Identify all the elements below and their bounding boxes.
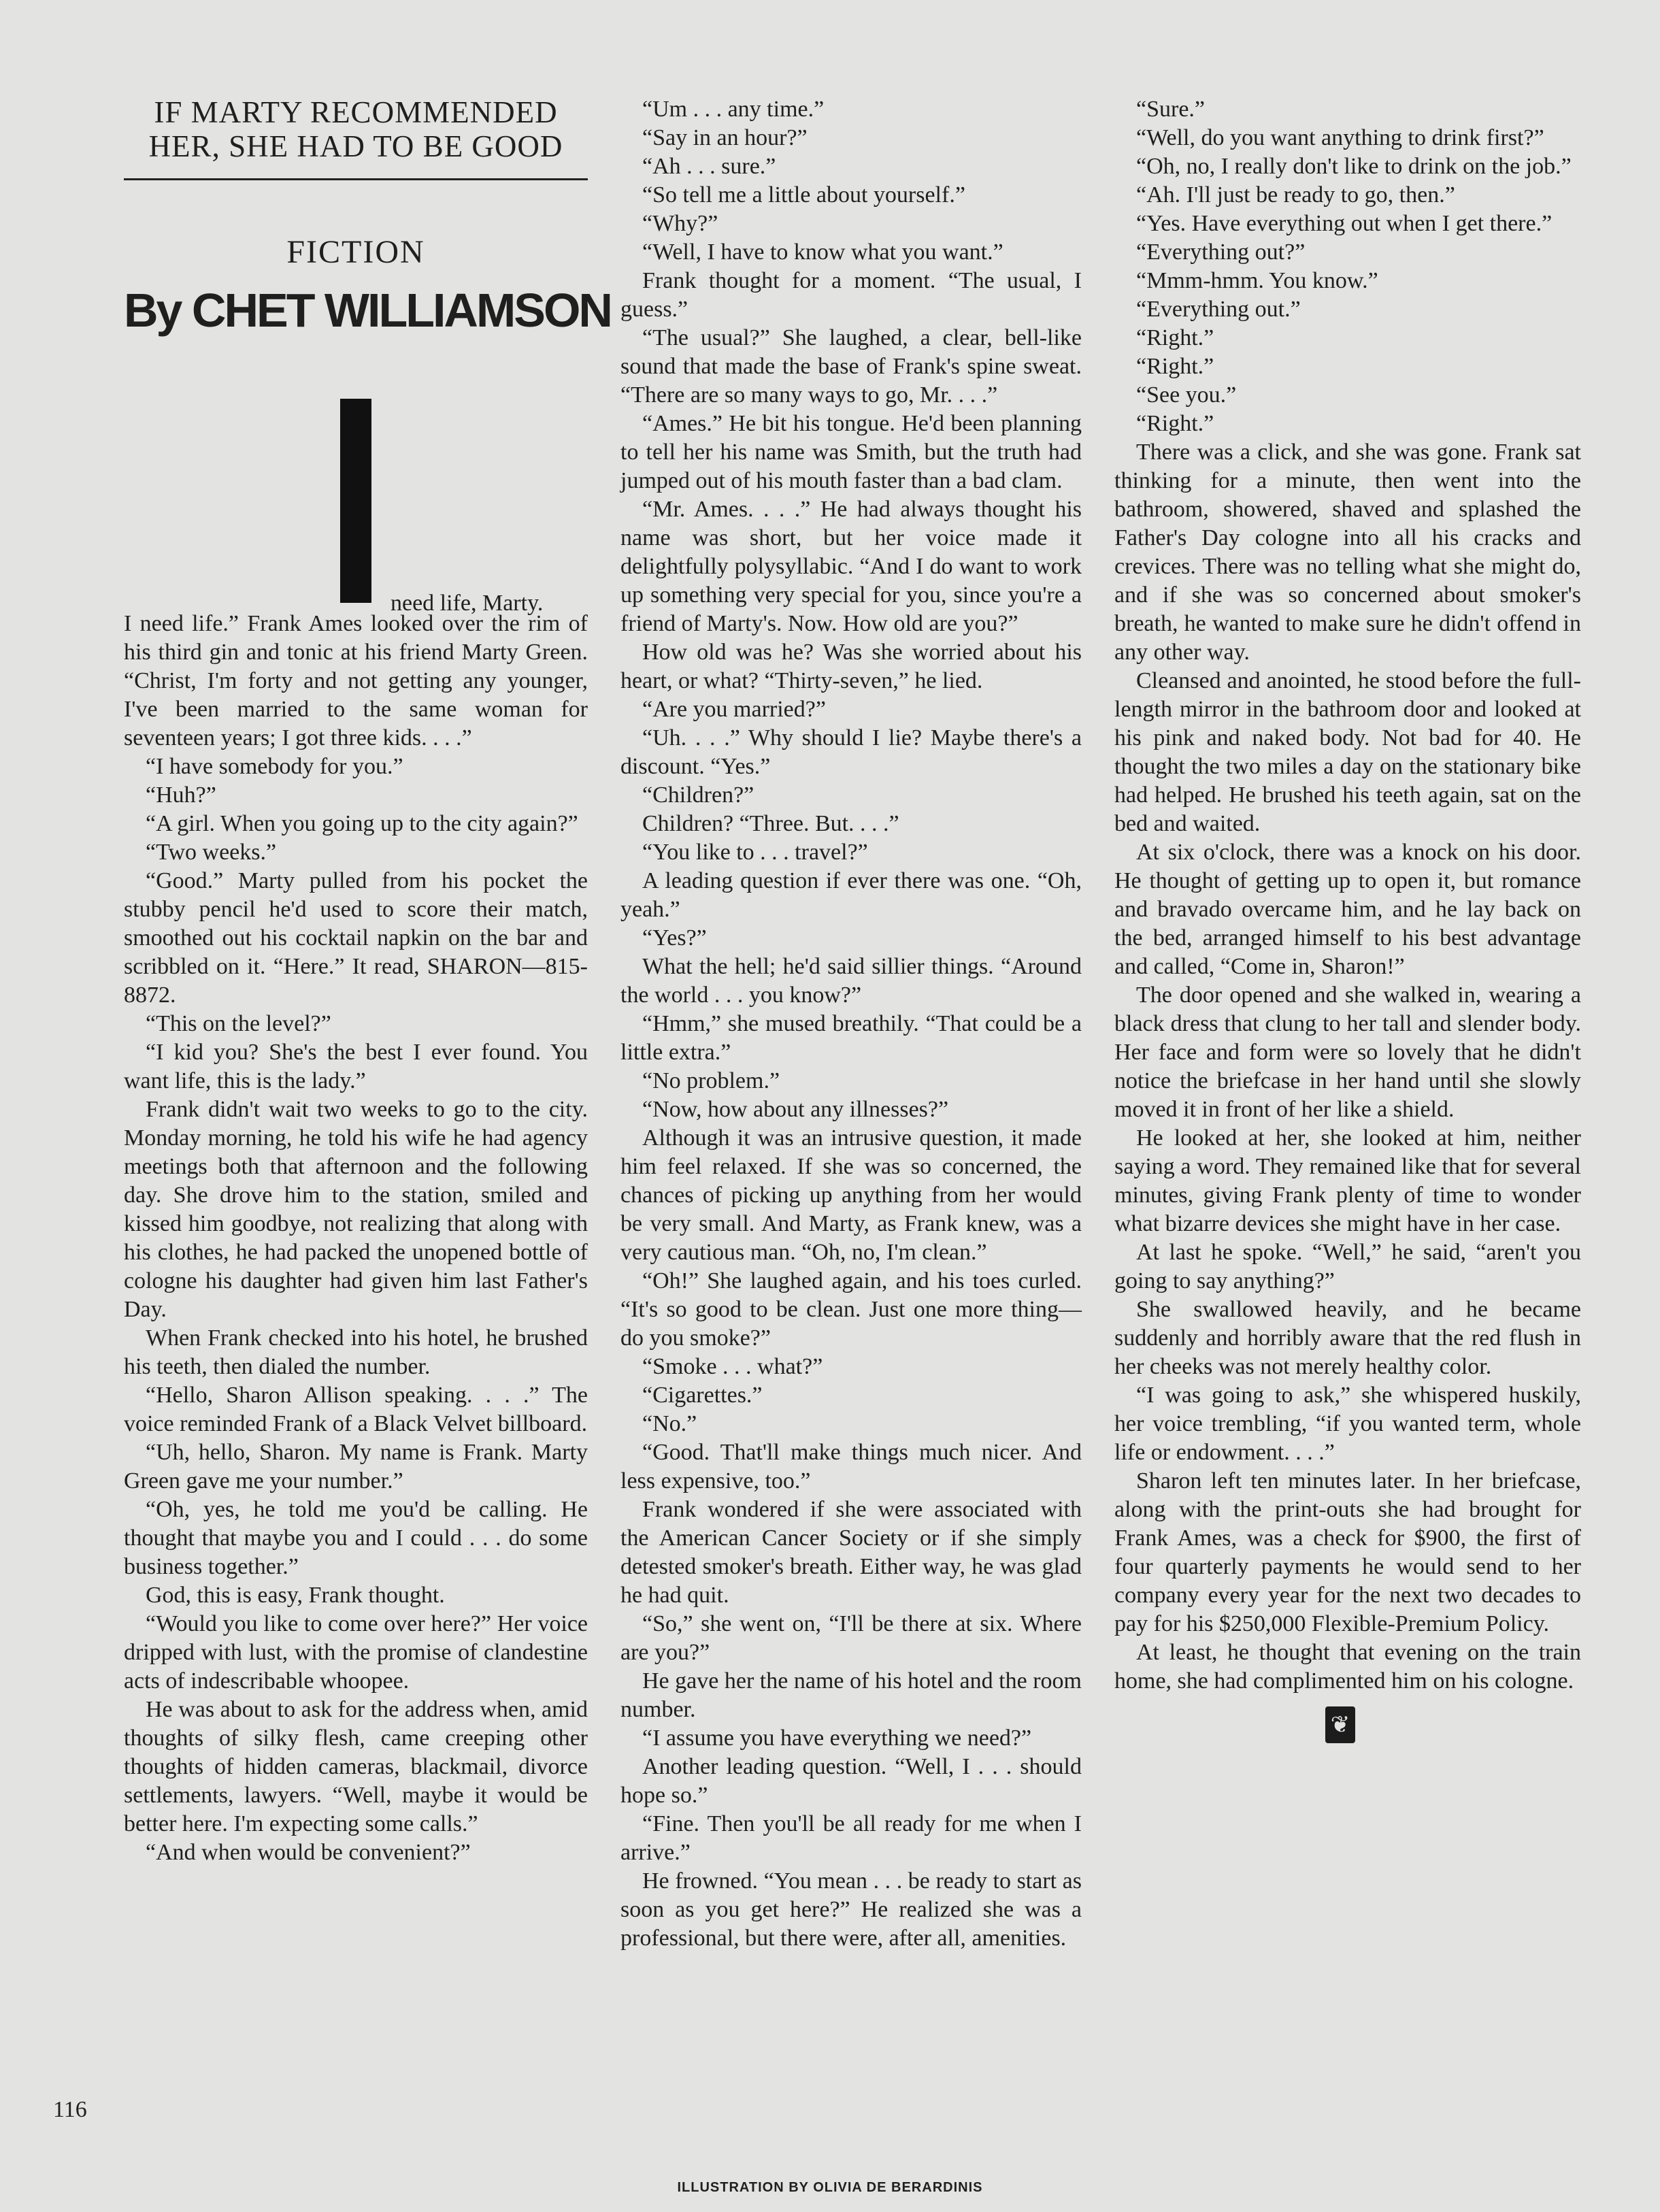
paragraph: “You like to . . . travel?” [642, 840, 868, 865]
paragraph: At last he spoke. “Well,” he said, “aren't you going to say anything?” [1114, 1240, 1581, 1293]
paragraph: A leading question if ever there was one. “Oh, yeah.” [620, 868, 1082, 922]
paragraph: Children? “Three. But. . . .” [642, 811, 899, 836]
paragraph: “Yes?” [642, 925, 707, 951]
paragraph: “No problem.” [642, 1068, 780, 1093]
paragraph: I need life.” Frank Ames looked over the rim of his third gin and tonic at his friend Marty Green. “Christ, I'm forty and not getting any younger, I've been married to the same woman for seventeen years; I got three kids. . . .” [124, 611, 588, 750]
paragraph: Frank thought for a moment. “The usual, I guess.” [620, 268, 1082, 322]
body-text-col2 [620, 95, 1082, 1953]
paragraph: “Well, do you want anything to drink first?” [1136, 125, 1544, 150]
paragraph: “Good.” Marty pulled from his pocket the stubby pencil he'd used to score their match, smoothed out his cocktail napkin on the bar and scribbled on it. “Here.” It read, SHARON—815-8872. [124, 868, 588, 1008]
paragraph: Cleansed and anointed, he stood before the full-length mirror in the bathroom door and looked at his pink and naked body. Not bad for 40. He thought the two miles a day on the stationary bike had helped. He brushed his teeth again, sat on the bed and waited. [1114, 668, 1581, 836]
paragraph: There was a click, and she was gone. Frank sat thinking for a minute, then went into the bathroom, showered, shaved and splashed the Father's Day cologne into all his cracks and crevices. There was no telling what she might do, and if she was so concerned about smoker's breath, he wanted to make sure he didn't offend in any other way. [1114, 440, 1581, 665]
paragraph: “I kid you? She's the best I ever found. You want life, this is the lady.” [124, 1040, 588, 1093]
paragraph: “The usual?” She laughed, a clear, bell-like sound that made the base of Frank's spine sweat. “There are so many ways to go, Mr. . . .” [620, 325, 1082, 408]
paragraph: “Cigarettes.” [642, 1383, 763, 1408]
paragraph: “Right.” [1136, 325, 1214, 350]
title-block [124, 95, 611, 337]
body-text-col1 [124, 610, 588, 1867]
opening-line: need life, Marty. [391, 591, 544, 616]
paragraph: “Right.” [1136, 354, 1214, 379]
paragraph: At least, he thought that evening on the train home, she had complimented him on his cologne. [1114, 1640, 1581, 1694]
column-1 [124, 95, 611, 1867]
paragraph: “Now, how about any illnesses?” [642, 1097, 949, 1122]
page-number: 116 [53, 2097, 87, 2122]
paragraph: “A girl. When you going up to the city again?” [146, 811, 578, 836]
paragraph: “Yes. Have everything out when I get there.” [1136, 211, 1553, 236]
paragraph: “I have somebody for you.” [146, 754, 403, 779]
paragraph: “Ah . . . sure.” [642, 154, 776, 179]
body-text-col3 [1114, 95, 1581, 1696]
paragraph: “Are you married?” [642, 697, 826, 722]
paragraph: “Um . . . any time.” [642, 97, 825, 122]
paragraph: He was about to ask for the address when, amid thoughts of silky flesh, came creeping other thoughts of hidden cameras, blackmail, divorce settlements, lawyers. “Well, maybe it would be better here. I'm expecting some calls.” [124, 1697, 588, 1836]
paragraph: “So tell me a little about yourself.” [642, 182, 965, 208]
headline: IF MARTY RECOMMENDED HER, SHE HAD TO BE GOOD [148, 95, 563, 163]
column-2 [620, 95, 1082, 1953]
paragraph: “Oh, no, I really don't like to drink on the job.” [1136, 154, 1572, 179]
paragraph: Frank didn't wait two weeks to go to the city. Monday morning, he told his wife he had agency meetings both that afternoon and the following day. She drove him to the station, smiled and kissed him goodbye, not realizing that along with his clothes, he had packed the unopened bottle of cologne his daughter had given him last Father's Day. [124, 1097, 588, 1322]
rabbit-head-icon: ❦ [1325, 1706, 1355, 1743]
paragraph: “So,” she went on, “I'll be there at six. Where are you?” [620, 1611, 1082, 1665]
section-label: FICTION [286, 234, 425, 270]
paragraph: “Oh!” She laughed again, and his toes curled. “It's so good to be clean. Just one more thing—do you smoke?” [620, 1268, 1082, 1351]
paragraph: “Everything out.” [1136, 297, 1301, 322]
paragraph: Although it was an intrusive question, it made him feel relaxed. If she was so concerned, the chances of picking up anything from her would be very small. And Marty, as Frank knew, was a very cautious man. “Oh, no, I'm clean.” [620, 1125, 1082, 1265]
paragraph: What the hell; he'd said sillier things. “Around the world . . . you know?” [620, 954, 1082, 1008]
paragraph: “Children?” [642, 782, 754, 808]
paragraph: “Good. That'll make things much nicer. And less expensive, too.” [620, 1440, 1082, 1493]
paragraph: “Hmm,” she mused breathily. “That could be a little extra.” [620, 1011, 1082, 1065]
paragraph: “Mr. Ames. . . .” He had always thought his name was short, but her voice made it delightfully polysyllabic. “And I do want to work up something very special for you, since you're a friend of Marty's. Now. How old are you?” [620, 497, 1082, 636]
paragraph: “Well, I have to know what you want.” [642, 240, 1003, 265]
paragraph: “Say in an hour?” [642, 125, 808, 150]
paragraph: “Sure.” [1136, 97, 1206, 122]
paragraph: “And when would be convenient?” [146, 1840, 471, 1865]
paragraph: Another leading question. “Well, I . . . should hope so.” [620, 1754, 1082, 1808]
paragraph: “Uh. . . .” Why should I lie? Maybe there's a discount. “Yes.” [620, 725, 1082, 779]
paragraph: He gave her the name of his hotel and the room number. [620, 1668, 1082, 1722]
paragraph: At six o'clock, there was a knock on his door. He thought of getting up to open it, but romance and bravado overcame him, and he lay back on the bed, arranged himself to his best advantage and called, “Come in, Sharon!” [1114, 840, 1581, 979]
paragraph: How old was he? Was she worried about his heart, or what? “Thirty-seven,” he lied. [620, 640, 1082, 693]
paragraph: “Ah. I'll just be ready to go, then.” [1136, 182, 1455, 208]
paragraph: “Two weeks.” [146, 840, 277, 865]
paragraph: “Mmm-hmm. You know.” [1136, 268, 1378, 293]
paragraph: “Would you like to come over here?” Her voice dripped with lust, with the promise of clandestine acts of indescribable whoopee. [124, 1611, 588, 1694]
column-3 [1114, 95, 1581, 1743]
paragraph: “Right.” [1136, 411, 1214, 436]
paragraph: The door opened and she walked in, wearing a black dress that clung to her tall and slender body. Her face and form were so lovely that he didn't notice the briefcase in her hand until she slowly moved it in front of her like a shield. [1114, 983, 1581, 1122]
paragraph: “No.” [642, 1411, 697, 1436]
paragraph: He frowned. “You mean . . . be ready to start as soon as you get here?” He realized she was a professional, but there were, after all, amenities. [620, 1868, 1082, 1951]
paragraph: “Why?” [642, 211, 718, 236]
byline: By CHET WILLIAMSON [124, 284, 611, 337]
drop-cap-block [124, 399, 588, 616]
paragraph: “This on the level?” [146, 1011, 331, 1036]
illustration-credit: ILLUSTRATION BY OLIVIA DE BERARDINIS [677, 2180, 983, 2195]
paragraph: When Frank checked into his hotel, he brushed his teeth, then dialed the number. [124, 1325, 588, 1379]
paragraph: “Fine. Then you'll be all ready for me when I arrive.” [620, 1811, 1082, 1865]
paragraph: “Huh?” [146, 782, 216, 808]
paragraph: “Smoke . . . what?” [642, 1354, 823, 1379]
paragraph: She swallowed heavily, and he became suddenly and horribly aware that the red flush in her cheeks was not merely healthy color. [1114, 1297, 1581, 1379]
paragraph: “Oh, yes, he told me you'd be calling. He thought that maybe you and I could . . . do some business together.” [124, 1497, 588, 1579]
drop-cap [340, 399, 371, 603]
paragraph: Frank wondered if she were associated with the American Cancer Society or if she simply detested smoker's breath. Either way, he was glad he had quit. [620, 1497, 1082, 1608]
paragraph: “See you.” [1136, 382, 1237, 408]
paragraph: “I was going to ask,” she whispered huskily, her voice trembling, “if you wanted term, whole life or endowment. . . .” [1114, 1383, 1581, 1465]
paragraph: “Everything out?” [1136, 240, 1306, 265]
paragraph: He looked at her, she looked at him, neither saying a word. They remained like that for several minutes, giving Frank plenty of time to wonder what bizarre devices she might have in her case. [1114, 1125, 1581, 1236]
paragraph: “Uh, hello, Sharon. My name is Frank. Marty Green gave me your number.” [124, 1440, 588, 1493]
paragraph: “Hello, Sharon Allison speaking. . . .” The voice reminded Frank of a Black Velvet billboard. [124, 1383, 588, 1436]
paragraph: “I assume you have everything we need?” [642, 1726, 1032, 1751]
headline-rule [124, 178, 588, 180]
paragraph: God, this is easy, Frank thought. [146, 1583, 445, 1608]
paragraph: “Ames.” He bit his tongue. He'd been planning to tell her his name was Smith, but the truth had jumped out of his mouth faster than a bad clam. [620, 411, 1082, 493]
paragraph: Sharon left ten minutes later. In her briefcase, along with the print-outs she had brought for Frank Ames, was a check for $900, the first of four quarterly payments he would send to her company every year for the next two decades to pay for his $250,000 Flexible-Premium Policy. [1114, 1468, 1581, 1636]
